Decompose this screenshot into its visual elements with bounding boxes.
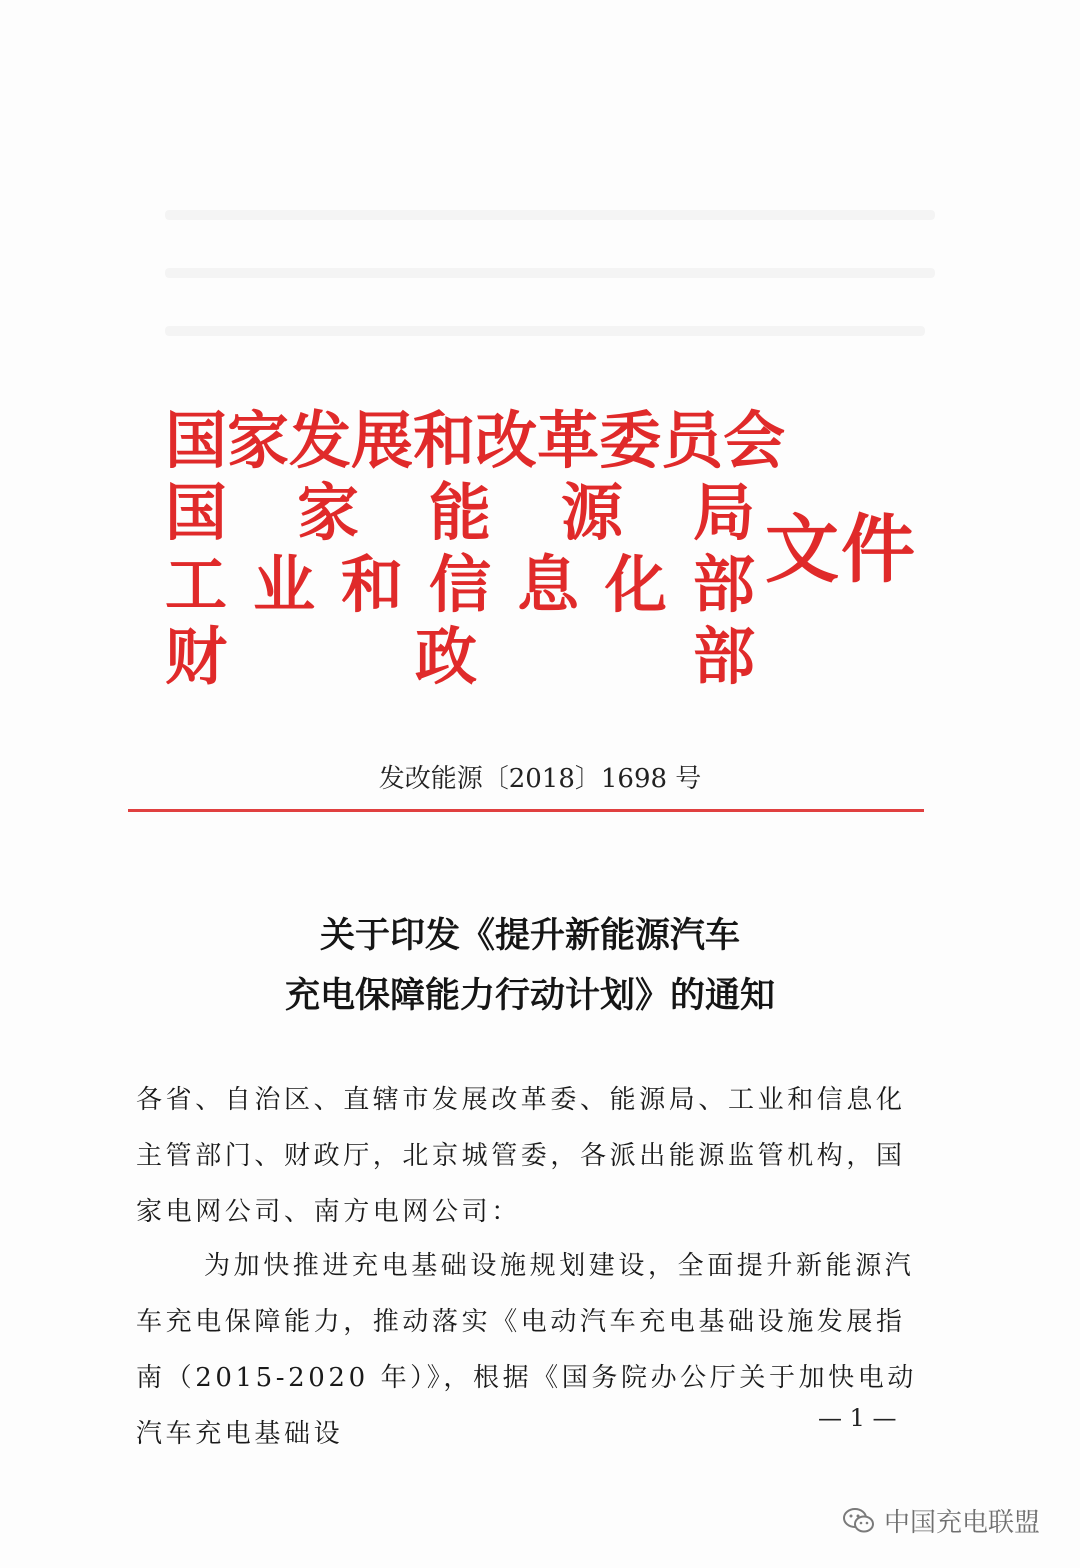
wechat-icon [842, 1507, 876, 1535]
bleed-through-line [165, 268, 935, 278]
letterhead-char: 展 [351, 404, 414, 477]
letterhead-char: 会 [723, 404, 786, 477]
letterhead-char: 财 [165, 620, 228, 693]
red-letterhead [165, 404, 786, 693]
letterhead-char: 能 [428, 476, 491, 549]
letterhead-char: 源 [560, 476, 623, 549]
document-title-line-2: 充电保障能力行动计划》的通知 [284, 975, 775, 1016]
watermark [842, 1502, 1040, 1539]
letterhead-char: 员 [661, 404, 724, 477]
letterhead-char: 国 [165, 404, 228, 477]
letterhead-row-miit [165, 549, 755, 621]
letterhead-char: 和 [340, 548, 403, 621]
letterhead-char: 发 [289, 404, 352, 477]
letterhead-char: 局 [692, 476, 755, 549]
document-title-line-1: 关于印发《提升新能源汽车 [319, 915, 740, 956]
page-number: — 1 — [818, 1404, 897, 1432]
addressee-text: 各省、自治区、直辖市发展改革委、能源局、工业和信息化主管部门、财政厅，北京城管委，各派出能源监管机构，国家电网公司、南方电网公司： [136, 1085, 906, 1227]
red-divider [128, 809, 924, 812]
watermark-text: 中国充电联盟 [884, 1508, 1041, 1538]
letterhead-char: 部 [692, 548, 755, 621]
letterhead-char: 政 [414, 620, 477, 693]
letterhead-char: 部 [692, 620, 755, 693]
letterhead-char: 业 [252, 548, 315, 621]
letterhead-char: 化 [604, 548, 667, 621]
letterhead-row-mof [165, 621, 755, 693]
document-number: 发改能源〔2018〕1698 号 [378, 764, 702, 794]
bleed-through-line [165, 326, 925, 336]
letterhead-char: 和 [413, 404, 476, 477]
letterhead-char: 家 [227, 404, 290, 477]
letterhead-char: 息 [516, 548, 579, 621]
letterhead-char: 改 [475, 404, 538, 477]
letterhead-char: 工 [165, 548, 228, 621]
letterhead-char: 信 [428, 548, 491, 621]
letterhead-row-ndrc [165, 404, 786, 477]
letterhead-char: 委 [599, 404, 662, 477]
bleed-through-line [165, 210, 935, 220]
letterhead-char: 革 [537, 404, 600, 477]
letterhead-char: 国 [165, 476, 228, 549]
letterhead-char: 家 [296, 476, 359, 549]
letterhead-row-nea [165, 477, 755, 549]
letterhead-suffix: 文件 [765, 507, 917, 593]
body-paragraph: 为加快推进充电基础设施规划建设，全面提升新能源汽车充电保障能力，推动落实《电动汽车充电基础设施发展指南（2015-2020 年）》，根据《国务院办公厅关于加快电动汽车充电基础设 [136, 1251, 917, 1449]
